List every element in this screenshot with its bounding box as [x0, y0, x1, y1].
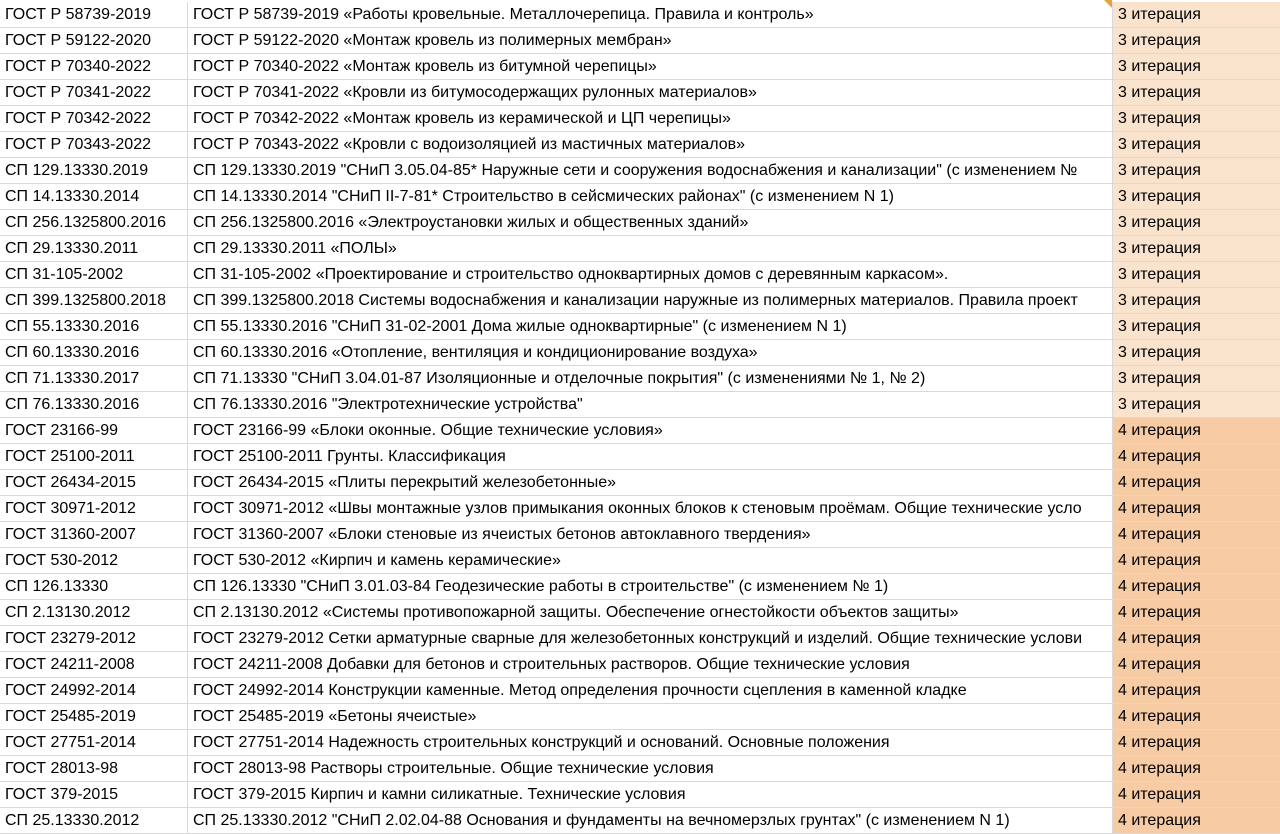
code-cell[interactable]: ГОСТ 23166-99	[0, 418, 188, 443]
iteration-cell[interactable]: 4 итерация	[1113, 730, 1280, 755]
iteration-cell[interactable]: 4 итерация	[1113, 418, 1280, 443]
title-cell[interactable]: СП 60.13330.2016 «Отопление, вентиляция и кондиционирование воздуха»	[188, 340, 1113, 365]
table-row	[0, 288, 1280, 314]
code-cell[interactable]: СП 76.13330.2016	[0, 392, 188, 417]
table-row	[0, 2, 1280, 28]
code-cell[interactable]: СП 2.13130.2012	[0, 600, 188, 625]
code-cell[interactable]: ГОСТ 24992-2014	[0, 678, 188, 703]
iteration-cell[interactable]: 4 итерация	[1113, 782, 1280, 807]
code-cell[interactable]: ГОСТ 25485-2019	[0, 704, 188, 729]
iteration-cell[interactable]: 3 итерация	[1113, 2, 1280, 27]
iteration-cell[interactable]: 3 итерация	[1113, 262, 1280, 287]
iteration-cell[interactable]: 4 итерация	[1113, 626, 1280, 651]
table-row	[0, 496, 1280, 522]
table-row	[0, 756, 1280, 782]
code-cell[interactable]: ГОСТ 31360-2007	[0, 522, 188, 547]
code-cell[interactable]: ГОСТ Р 70340-2022	[0, 54, 188, 79]
title-cell[interactable]: СП 31-105-2002 «Проектирование и строительство одноквартирных домов с деревянным каркасом».	[188, 262, 1113, 287]
iteration-cell[interactable]: 4 итерация	[1113, 444, 1280, 469]
table-row	[0, 678, 1280, 704]
iteration-cell[interactable]: 3 итерация	[1113, 236, 1280, 261]
title-cell[interactable]: ГОСТ Р 59122-2020 «Монтаж кровель из полимерных мембран»	[188, 28, 1113, 53]
title-cell[interactable]: СП 76.13330.2016 "Электротехнические устройства"	[188, 392, 1113, 417]
table-row	[0, 782, 1280, 808]
iteration-cell[interactable]: 3 итерация	[1113, 184, 1280, 209]
iteration-cell[interactable]: 4 итерация	[1113, 756, 1280, 781]
title-cell[interactable]: СП 71.13330 "СНиП 3.04.01-87 Изоляционные и отделочные покрытия" (с изменениями № 1, № 2)	[188, 366, 1113, 391]
title-cell[interactable]: ГОСТ 27751-2014 Надежность строительных конструкций и оснований. Основные положения	[188, 730, 1113, 755]
table-row	[0, 548, 1280, 574]
table-row	[0, 340, 1280, 366]
iteration-cell[interactable]: 3 итерация	[1113, 210, 1280, 235]
table-row	[0, 652, 1280, 678]
iteration-cell[interactable]: 4 итерация	[1113, 678, 1280, 703]
title-cell[interactable]: ГОСТ 530-2012 «Кирпич и камень керамические»	[188, 548, 1113, 573]
title-cell[interactable]: ГОСТ Р 70341-2022 «Кровли из битумосодержащих рулонных материалов»	[188, 80, 1113, 105]
code-cell[interactable]: СП 25.13330.2012	[0, 808, 188, 833]
iteration-cell[interactable]: 3 итерация	[1113, 392, 1280, 417]
table-row	[0, 418, 1280, 444]
iteration-cell[interactable]: 3 итерация	[1113, 132, 1280, 157]
code-cell[interactable]: ГОСТ Р 70343-2022	[0, 132, 188, 157]
cell-comment-indicator[interactable]	[1104, 0, 1112, 8]
table-row	[0, 132, 1280, 158]
iteration-cell[interactable]: 3 итерация	[1113, 158, 1280, 183]
table-row	[0, 184, 1280, 210]
title-cell[interactable]: СП 14.13330.2014 "СНиП II-7-81* Строительство в сейсмических районах" (с изменением N 1)	[188, 184, 1113, 209]
code-cell[interactable]: СП 55.13330.2016	[0, 314, 188, 339]
title-cell[interactable]: ГОСТ Р 70342-2022 «Монтаж кровель из керамической и ЦП черепицы»	[188, 106, 1113, 131]
table-row	[0, 626, 1280, 652]
iteration-cell[interactable]: 4 итерация	[1113, 522, 1280, 547]
title-cell[interactable]: ГОСТ 24992-2014 Конструкции каменные. Метод определения прочности сцепления в каменной кладке	[188, 678, 1113, 703]
code-cell[interactable]: СП 126.13330	[0, 574, 188, 599]
code-cell[interactable]: ГОСТ 27751-2014	[0, 730, 188, 755]
title-cell[interactable]: СП 29.13330.2011 «ПОЛЫ»	[188, 236, 1113, 261]
code-cell[interactable]: ГОСТ 25100-2011	[0, 444, 188, 469]
table-row	[0, 54, 1280, 80]
title-cell[interactable]: ГОСТ 30971-2012 «Швы монтажные узлов примыкания оконных блоков к стеновым проёмам. Общие технические усло	[188, 496, 1113, 521]
iteration-cell[interactable]: 4 итерация	[1113, 470, 1280, 495]
iteration-cell[interactable]: 4 итерация	[1113, 704, 1280, 729]
table-row	[0, 392, 1280, 418]
iteration-cell[interactable]: 3 итерация	[1113, 366, 1280, 391]
title-cell[interactable]: СП 55.13330.2016 "СНиП 31-02-2001 Дома жилые одноквартирные" (с изменением N 1)	[188, 314, 1113, 339]
iteration-cell[interactable]: 4 итерация	[1113, 574, 1280, 599]
table-row	[0, 470, 1280, 496]
code-cell[interactable]: ГОСТ Р 70341-2022	[0, 80, 188, 105]
title-cell[interactable]: ГОСТ Р 70340-2022 «Монтаж кровель из битумной черепицы»	[188, 54, 1113, 79]
iteration-cell[interactable]: 4 итерация	[1113, 496, 1280, 521]
code-cell[interactable]: СП 29.13330.2011	[0, 236, 188, 261]
code-cell[interactable]: ГОСТ 530-2012	[0, 548, 188, 573]
table-row	[0, 704, 1280, 730]
code-cell[interactable]: СП 71.13330.2017	[0, 366, 188, 391]
title-cell[interactable]: СП 2.13130.2012 «Системы противопожарной защиты. Обеспечение огнестойкости объектов защиты»	[188, 600, 1113, 625]
code-cell[interactable]: СП 14.13330.2014	[0, 184, 188, 209]
iteration-cell[interactable]: 3 итерация	[1113, 80, 1280, 105]
table-row	[0, 106, 1280, 132]
title-cell[interactable]: ГОСТ Р 58739-2019 «Работы кровельные. Металлочерепица. Правила и контроль»	[188, 2, 1113, 27]
iteration-cell[interactable]: 3 итерация	[1113, 314, 1280, 339]
table-row	[0, 522, 1280, 548]
iteration-cell[interactable]: 3 итерация	[1113, 288, 1280, 313]
title-cell[interactable]: СП 256.1325800.2016 «Электроустановки жилых и общественных зданий»	[188, 210, 1113, 235]
table-row	[0, 444, 1280, 470]
title-cell[interactable]: СП 25.13330.2012 "СНиП 2.02.04-88 Основания и фундаменты на вечномерзлых грунтах" (с изменением N 1)	[188, 808, 1113, 833]
table-row	[0, 262, 1280, 288]
title-cell[interactable]: СП 399.1325800.2018 Системы водоснабжения и канализации наружные из полимерных материалов. Правила проект	[188, 288, 1113, 313]
code-cell[interactable]: ГОСТ 24211-2008	[0, 652, 188, 677]
table-row	[0, 80, 1280, 106]
code-cell[interactable]: СП 129.13330.2019	[0, 158, 188, 183]
table-row	[0, 600, 1280, 626]
title-cell[interactable]: ГОСТ 25485-2019 «Бетоны ячеистые»	[188, 704, 1113, 729]
table-row	[0, 574, 1280, 600]
title-cell[interactable]: ГОСТ 23166-99 «Блоки оконные. Общие технические условия»	[188, 418, 1113, 443]
code-cell[interactable]: ГОСТ Р 70342-2022	[0, 106, 188, 131]
code-cell[interactable]: ГОСТ 30971-2012	[0, 496, 188, 521]
iteration-cell[interactable]: 4 итерация	[1113, 548, 1280, 573]
code-cell[interactable]: ГОСТ Р 59122-2020	[0, 28, 188, 53]
code-cell[interactable]: ГОСТ 23279-2012	[0, 626, 188, 651]
table-row	[0, 314, 1280, 340]
iteration-cell[interactable]: 4 итерация	[1113, 808, 1280, 833]
title-cell[interactable]: ГОСТ 28013-98 Растворы строительные. Общие технические условия	[188, 756, 1113, 781]
title-cell[interactable]: ГОСТ Р 70343-2022 «Кровли с водоизоляцией из мастичных материалов»	[188, 132, 1113, 157]
title-cell[interactable]: СП 129.13330.2019 "СНиП 3.05.04-85* Наружные сети и сооружения водоснабжения и канализации" (с изменением №	[188, 158, 1113, 183]
table-row	[0, 730, 1280, 756]
code-cell[interactable]: СП 60.13330.2016	[0, 340, 188, 365]
table-row	[0, 210, 1280, 236]
code-cell[interactable]: СП 256.1325800.2016	[0, 210, 188, 235]
iteration-cell[interactable]: 3 итерация	[1113, 28, 1280, 53]
iteration-cell[interactable]: 4 итерация	[1113, 600, 1280, 625]
code-cell[interactable]: СП 31-105-2002	[0, 262, 188, 287]
iteration-cell[interactable]: 4 итерация	[1113, 652, 1280, 677]
title-cell[interactable]: ГОСТ 24211-2008 Добавки для бетонов и строительных растворов. Общие технические условия	[188, 652, 1113, 677]
table-row	[0, 158, 1280, 184]
code-cell[interactable]: ГОСТ 28013-98	[0, 756, 188, 781]
table-row	[0, 366, 1280, 392]
title-cell[interactable]: ГОСТ 26434-2015 «Плиты перекрытий железобетонные»	[188, 470, 1113, 495]
title-cell[interactable]: ГОСТ 23279-2012 Сетки арматурные сварные для железобетонных конструкций и изделий. Общие технические услови	[188, 626, 1113, 651]
code-cell[interactable]: ГОСТ 26434-2015	[0, 470, 188, 495]
table-row	[0, 808, 1280, 834]
code-cell[interactable]: ГОСТ 379-2015	[0, 782, 188, 807]
code-cell[interactable]: СП 399.1325800.2018	[0, 288, 188, 313]
title-cell[interactable]: ГОСТ 379-2015 Кирпич и камни силикатные. Технические условия	[188, 782, 1113, 807]
title-cell[interactable]: ГОСТ 31360-2007 «Блоки стеновые из ячеистых бетонов автоклавного твердения»	[188, 522, 1113, 547]
table-row	[0, 28, 1280, 54]
title-cell[interactable]: ГОСТ 25100-2011 Грунты. Классификация	[188, 444, 1113, 469]
title-cell[interactable]: СП 126.13330 "СНиП 3.01.03-84 Геодезические работы в строительстве" (с изменением № 1)	[188, 574, 1113, 599]
iteration-cell[interactable]: 3 итерация	[1113, 340, 1280, 365]
table-row	[0, 236, 1280, 262]
code-cell[interactable]: ГОСТ Р 58739-2019	[0, 2, 188, 27]
iteration-cell[interactable]: 3 итерация	[1113, 54, 1280, 79]
iteration-cell[interactable]: 3 итерация	[1113, 106, 1280, 131]
